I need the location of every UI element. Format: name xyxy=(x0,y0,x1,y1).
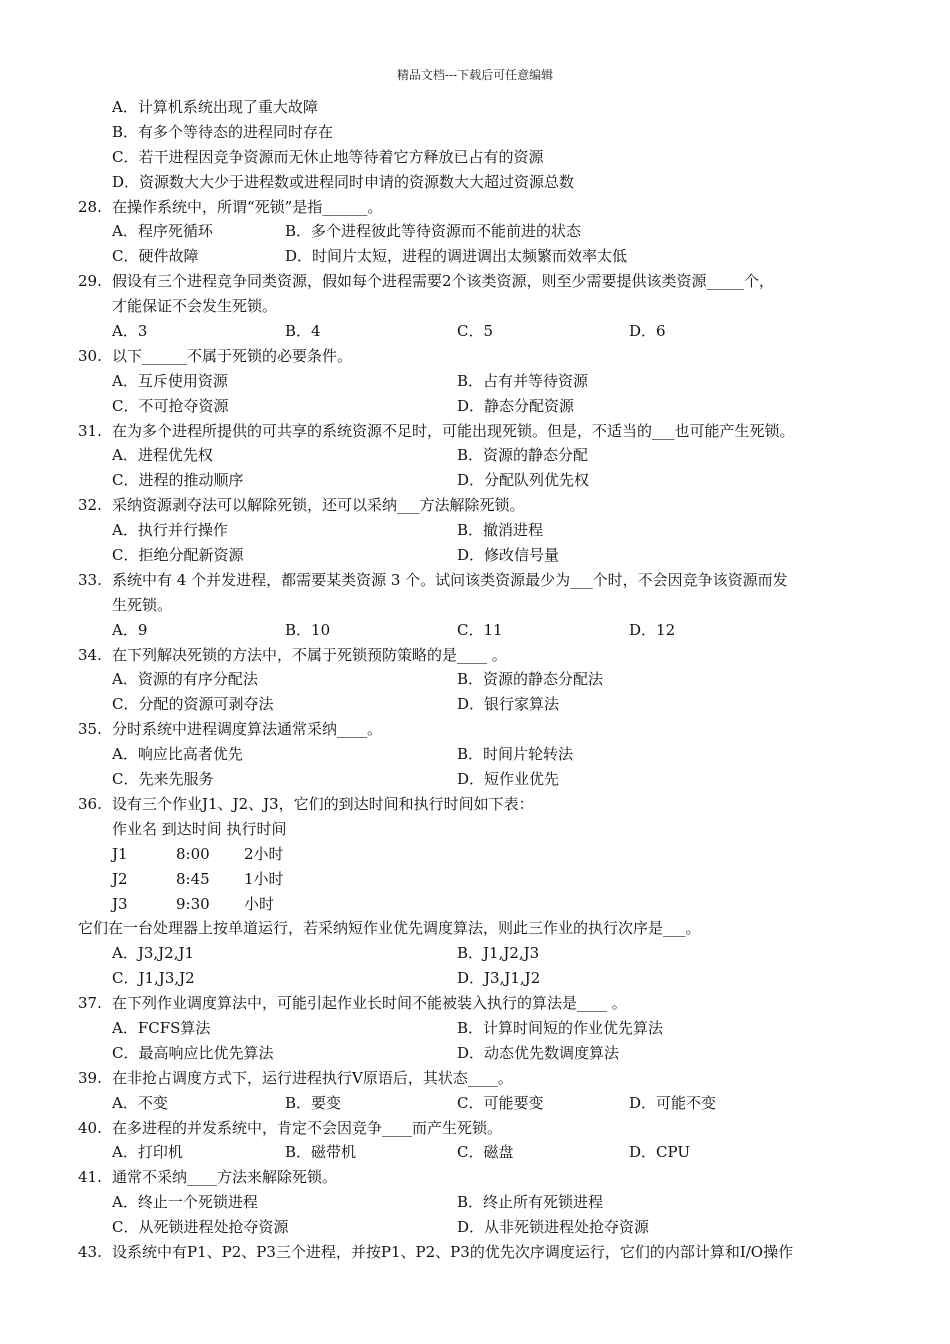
answer-option: A．打印机 xyxy=(112,1143,183,1162)
option-row xyxy=(0,1140,950,1165)
answer-option: C．分配的资源可剥夺法 xyxy=(112,695,274,714)
question-stem xyxy=(0,717,950,742)
answer-option: D．银行家算法 xyxy=(457,695,560,714)
answer-option: A．互斥使用资源 xyxy=(112,371,228,390)
answer-option: C．进程的推动顺序 xyxy=(112,471,244,490)
option-row xyxy=(0,966,950,991)
option-row xyxy=(0,667,950,692)
answer-option: B．多个进程彼此等待资源而不能前进的状态 xyxy=(285,222,582,241)
answer-option: C．可能要变 xyxy=(457,1093,544,1112)
text-line: B．有多个等待态的进程同时存在 xyxy=(112,122,334,141)
answer-option: C．从死锁进程处抢夺资源 xyxy=(112,1218,289,1237)
question-text: 在下列作业调度算法中，可能引起作业长时间不能被装入执行的算法是____ 。 xyxy=(112,994,627,1013)
question-stem xyxy=(0,493,950,518)
text-line: C．若干进程因竞争资源而无休止地等待着它方释放已占有的资源 xyxy=(112,147,544,166)
question-number: 28. xyxy=(78,197,102,216)
option-row xyxy=(0,1016,950,1041)
job-table-row xyxy=(0,842,950,867)
question-stem xyxy=(0,1240,950,1265)
option-row xyxy=(0,1215,950,1240)
answer-option: B．4 xyxy=(285,322,321,341)
job-table-cell: 2小时 xyxy=(244,844,284,863)
answer-option: B．J1,J2,J3 xyxy=(457,944,540,963)
question-text: 以下______不属于死锁的必要条件。 xyxy=(112,346,353,365)
option-row xyxy=(0,618,950,643)
question-text: 在非抢占调度方式下，运行进程执行Ⅴ原语后，其状态____。 xyxy=(112,1068,513,1087)
answer-option: A．响应比高者优先 xyxy=(112,745,243,764)
answer-option: D．短作业优先 xyxy=(457,770,560,789)
option-row xyxy=(0,468,950,493)
question-stem xyxy=(0,792,950,817)
question-number: 41. xyxy=(78,1168,102,1187)
option-row xyxy=(0,244,950,269)
answer-option: C．磁盘 xyxy=(457,1143,514,1162)
answer-option: B．要变 xyxy=(285,1093,342,1112)
text-line: 才能保证不会发生死锁。 xyxy=(112,297,278,316)
job-table-row xyxy=(0,867,950,892)
question-number: 35. xyxy=(78,720,102,739)
document-body xyxy=(0,95,950,1265)
job-table-row xyxy=(0,892,950,917)
answer-option: D．时间片太短，进程的调进调出太频繁而效率太低 xyxy=(285,247,628,266)
question-text: 在为多个进程所提供的可共享的系统资源不足时，可能出现死锁。但是，不适当的___也可能产生死锁。 xyxy=(112,421,795,440)
answer-option: A．FCFS算法 xyxy=(112,1018,211,1037)
question-stem xyxy=(0,991,950,1016)
answer-option: A．3 xyxy=(112,322,148,341)
question-text: 采纳资源剥夺法可以解除死锁，还可以采纳___方法解除死锁。 xyxy=(112,496,525,515)
answer-option: B．资源的静态分配法 xyxy=(457,670,604,689)
answer-option: D．12 xyxy=(629,620,676,639)
text-line: 生死锁。 xyxy=(112,595,173,614)
answer-option: B．计算时间短的作业优先算法 xyxy=(457,1018,664,1037)
answer-option: D．可能不变 xyxy=(629,1093,717,1112)
option-row xyxy=(0,742,950,767)
page-header: 精品文档---下载后可任意编辑 xyxy=(396,68,554,82)
job-table-cell: 8:45 xyxy=(176,869,210,888)
question-text: 设系统中有P1、P2、P3三个进程，并按P1、P2、P3的优先次序调度运行，它们的内部计算和I/O操作 xyxy=(112,1242,794,1261)
answer-option: B．占有并等待资源 xyxy=(457,371,589,390)
option-row xyxy=(0,219,950,244)
answer-option: C．J1,J3,J2 xyxy=(112,969,195,988)
option-row xyxy=(0,1041,950,1066)
answer-option: D．分配队列优先权 xyxy=(457,471,590,490)
answer-option: D．CPU xyxy=(629,1143,690,1162)
answer-option: B．10 xyxy=(285,620,331,639)
answer-option: D．动态优先数调度算法 xyxy=(457,1043,620,1062)
text-line: D．资源数大大少于进程数或进程同时申请的资源数大大超过资源总数 xyxy=(112,172,575,191)
option-row xyxy=(0,319,950,344)
answer-option: D．修改信号量 xyxy=(457,546,560,565)
answer-option: B．磁带机 xyxy=(285,1143,357,1162)
answer-option: A．执行并行操作 xyxy=(112,521,228,540)
answer-option: C．硬件故障 xyxy=(112,247,199,266)
option-row xyxy=(0,369,950,394)
question-stem xyxy=(0,344,950,369)
question-number: 36. xyxy=(78,794,102,813)
text-line: 作业名 到达时间 执行时间 xyxy=(112,819,287,838)
answer-option: A．进程优先权 xyxy=(112,446,213,465)
option-row xyxy=(0,1091,950,1116)
job-table-cell: 小时 xyxy=(244,894,275,913)
question-stem xyxy=(0,419,950,444)
question-number: 34. xyxy=(78,645,102,664)
answer-option: A．不变 xyxy=(112,1093,168,1112)
question-text: 假设有三个进程竞争同类资源，假如每个进程需要2个该类资源，则至少需要提供该类资源_____个， xyxy=(112,272,775,291)
question-stem xyxy=(0,568,950,593)
question-text: 通常不采纳____方法来解除死锁。 xyxy=(112,1168,338,1187)
question-text: 分时系统中进程调度算法通常采纳____。 xyxy=(112,720,383,739)
question-stem xyxy=(0,269,950,294)
question-text: 在操作系统中，所谓“死锁”是指______。 xyxy=(112,197,383,216)
answer-option: C．11 xyxy=(457,620,503,639)
text-line: A．计算机系统出现了重大故障 xyxy=(112,98,318,116)
answer-option: D．从非死锁进程处抢夺资源 xyxy=(457,1218,650,1237)
question-number: 39. xyxy=(78,1068,102,1087)
answer-option: A．程序死循环 xyxy=(112,222,213,241)
question-text: 系统中有 4 个并发进程，都需要某类资源 3 个。试问该类资源最少为___个时，不会因竞争该资源而发 xyxy=(112,570,788,589)
question-number: 30. xyxy=(78,346,102,365)
question-number: 37. xyxy=(78,994,102,1013)
job-table-cell: 1小时 xyxy=(244,869,284,888)
question-number: 31. xyxy=(78,421,102,440)
answer-option: C．先来先服务 xyxy=(112,770,214,789)
answer-option: C．拒绝分配新资源 xyxy=(112,546,244,565)
answer-option: D．静态分配资源 xyxy=(457,396,575,415)
question-number: 43. xyxy=(78,1242,102,1261)
option-row xyxy=(0,1190,950,1215)
question-stem xyxy=(0,1116,950,1141)
question-text: 在多进程的并发系统中，肯定不会因竞争____而产生死锁。 xyxy=(112,1118,503,1137)
question-stem xyxy=(0,195,950,220)
answer-option: C．5 xyxy=(457,322,494,341)
answer-option: A．资源的有序分配法 xyxy=(112,670,258,689)
question-number: 40. xyxy=(78,1118,102,1137)
option-row xyxy=(0,394,950,419)
question-stem xyxy=(0,1066,950,1091)
question-number: 33. xyxy=(78,570,102,589)
answer-option: B．资源的静态分配 xyxy=(457,446,589,465)
option-row xyxy=(0,941,950,966)
answer-option: C．最高响应比优先算法 xyxy=(112,1043,274,1062)
answer-option: D．J3,J1,J2 xyxy=(457,969,541,988)
option-row xyxy=(0,518,950,543)
question-stem xyxy=(0,1165,950,1190)
answer-option: A．终止一个死锁进程 xyxy=(112,1193,258,1212)
paragraph-line: 它们在一台处理器上按单道运行，若采纳短作业优先调度算法，则此三作业的执行次序是___。 xyxy=(78,919,701,938)
question-stem xyxy=(0,643,950,668)
job-table-cell: 9:30 xyxy=(176,894,210,913)
answer-option: C．不可抢夺资源 xyxy=(112,396,229,415)
question-number: 29. xyxy=(78,272,102,291)
question-number: 32. xyxy=(78,496,102,515)
job-table-cell: J2 xyxy=(112,869,128,888)
question-text: 设有三个作业J1、J2、J3，它们的到达时间和执行时间如下表： xyxy=(112,794,534,813)
option-row xyxy=(0,692,950,717)
option-row xyxy=(0,767,950,792)
job-table-cell: J3 xyxy=(112,894,128,913)
option-row xyxy=(0,443,950,468)
answer-option: B．时间片轮转法 xyxy=(457,745,574,764)
job-table-cell: 8:00 xyxy=(176,844,210,863)
answer-option: A．J3,J2,J1 xyxy=(112,944,195,963)
option-row xyxy=(0,543,950,568)
answer-option: B．撤消进程 xyxy=(457,521,544,540)
answer-option: D．6 xyxy=(629,322,666,341)
answer-option: B．终止所有死锁进程 xyxy=(457,1193,604,1212)
answer-option: A．9 xyxy=(112,620,148,639)
job-table-cell: J1 xyxy=(112,844,128,863)
question-text: 在下列解决死锁的方法中，不属于死锁预防策略的是____ 。 xyxy=(112,645,507,664)
